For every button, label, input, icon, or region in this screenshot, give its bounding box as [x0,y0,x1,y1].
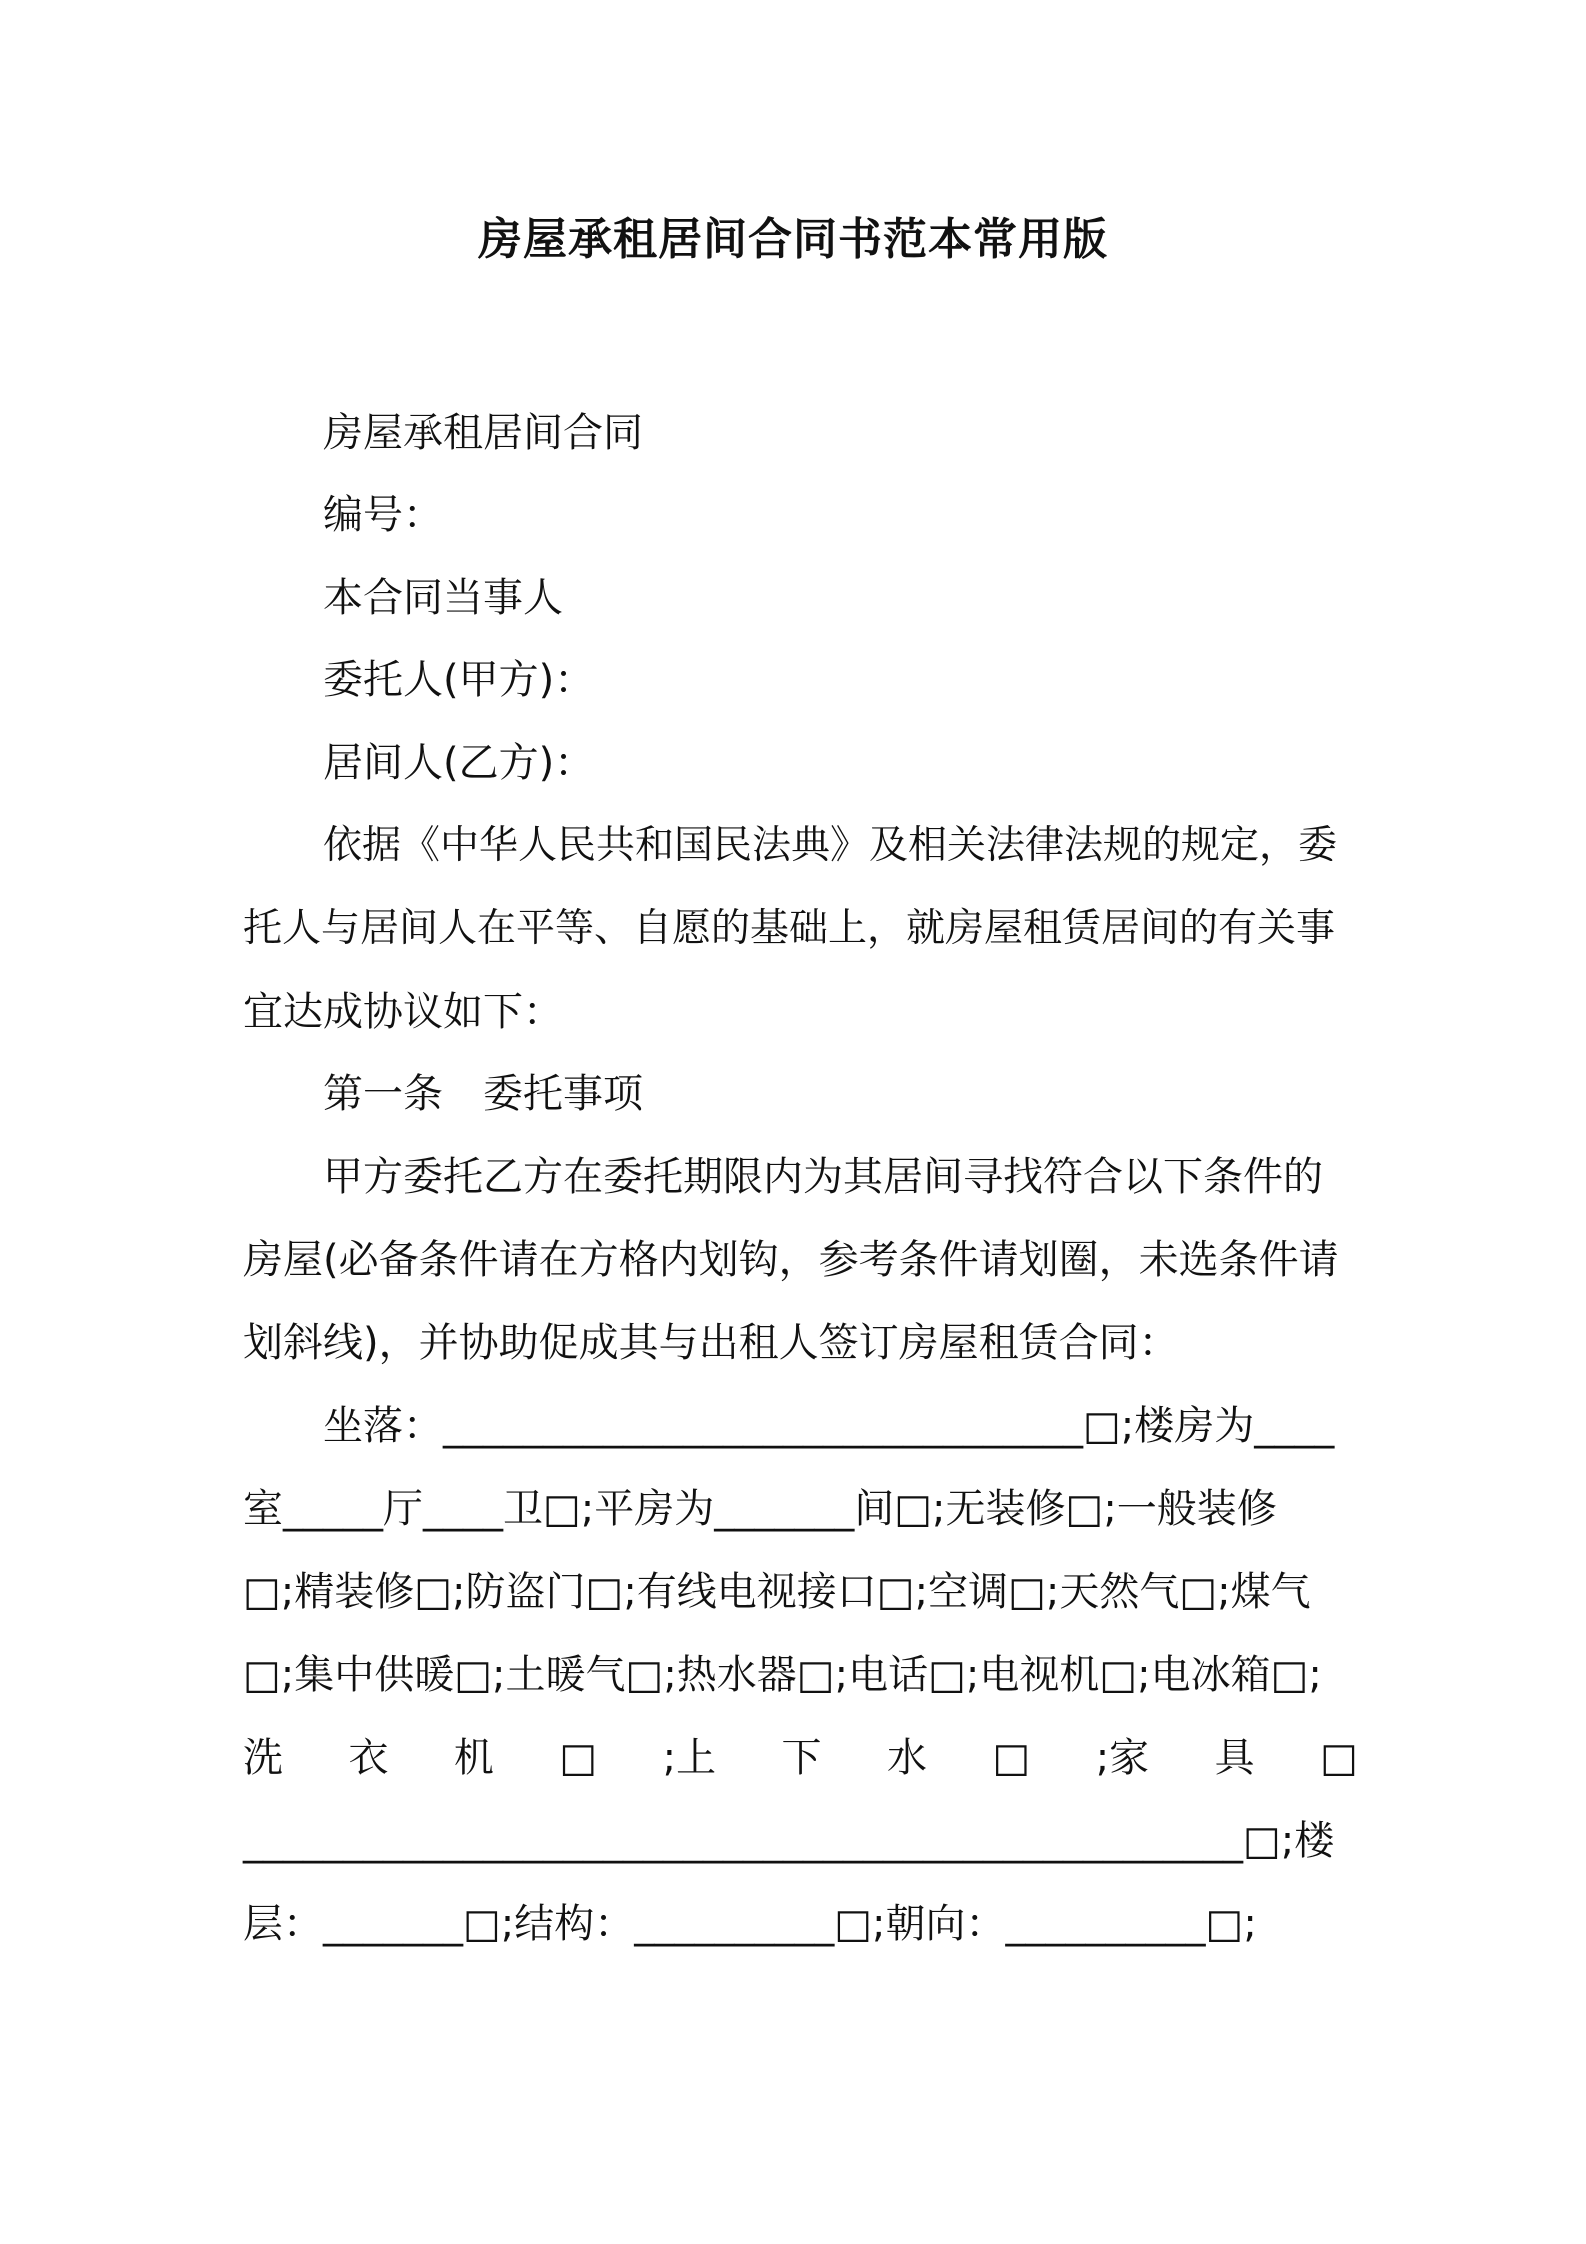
party-b-label: 居间人(乙方)： [323,740,595,786]
text-segment: ;上 [662,1735,717,1781]
conditions-line-1: 坐落：________________________________□;楼房为____ [323,1403,1335,1449]
article-1-heading: 第一条 委托事项 [323,1071,643,1117]
text-segment: 衣 [348,1735,389,1781]
text-segment: 洗 [243,1735,283,1781]
parties-heading: 本合同当事人 [323,575,563,621]
conditions-line-4: □;集中供暖□;土暖气□;热水器□;电话□;电视机□;电冰箱□; [243,1652,1322,1698]
article-1-para-line-3: 划斜线)，并协助促成其与出租人签订房屋租赁合同： [243,1320,1179,1366]
checkbox-glyph: □ [992,1735,1031,1781]
party-a-label: 委托人(甲方)： [323,657,595,703]
checkbox-glyph: □ [559,1735,598,1781]
preamble-line-1: 依据《中华人民共和国民法典》及相关法律法规的规定，委 [323,823,1338,868]
text-segment: 水 [887,1735,927,1781]
text-segment: 具 [1214,1735,1255,1781]
article-1-para-line-2: 房屋(必备条件请在方格内划钩，参考条件请划圈，未选条件请 [243,1237,1339,1283]
contract-name: 房屋承租居间合同 [323,410,643,456]
conditions-line-3: □;精装修□;防盗门□;有线电视接口□;空调□;天然气□;煤气 [243,1569,1311,1615]
document-title: 房屋承租居间合同书范本常用版 [478,214,1108,265]
contract-number-label: 编号： [323,492,443,538]
preamble-line-2: 托人与居间人在平等、自愿的基础上，就房屋租赁居间的有关事 [243,906,1336,951]
article-1-para-line-1: 甲方委托乙方在委托期限内为其居间寻找符合以下条件的 [323,1154,1323,1200]
text-segment: ;家 [1095,1735,1150,1781]
text-segment: 下 [781,1735,822,1781]
conditions-line-6: __________________________________________________□;楼 [243,1818,1335,1864]
conditions-line-7: 层：_______□;结构：__________□;朝向：__________□; [243,1901,1257,1947]
text-segment: 机 [453,1735,494,1781]
checkbox-glyph: □ [1320,1735,1358,1781]
conditions-line-5 [243,1730,1358,1786]
conditions-line-2: 室_____厅____卫□;平房为_______间□;无装修□;一般装修 [243,1486,1277,1532]
preamble-line-3: 宜达成协议如下： [243,989,563,1035]
